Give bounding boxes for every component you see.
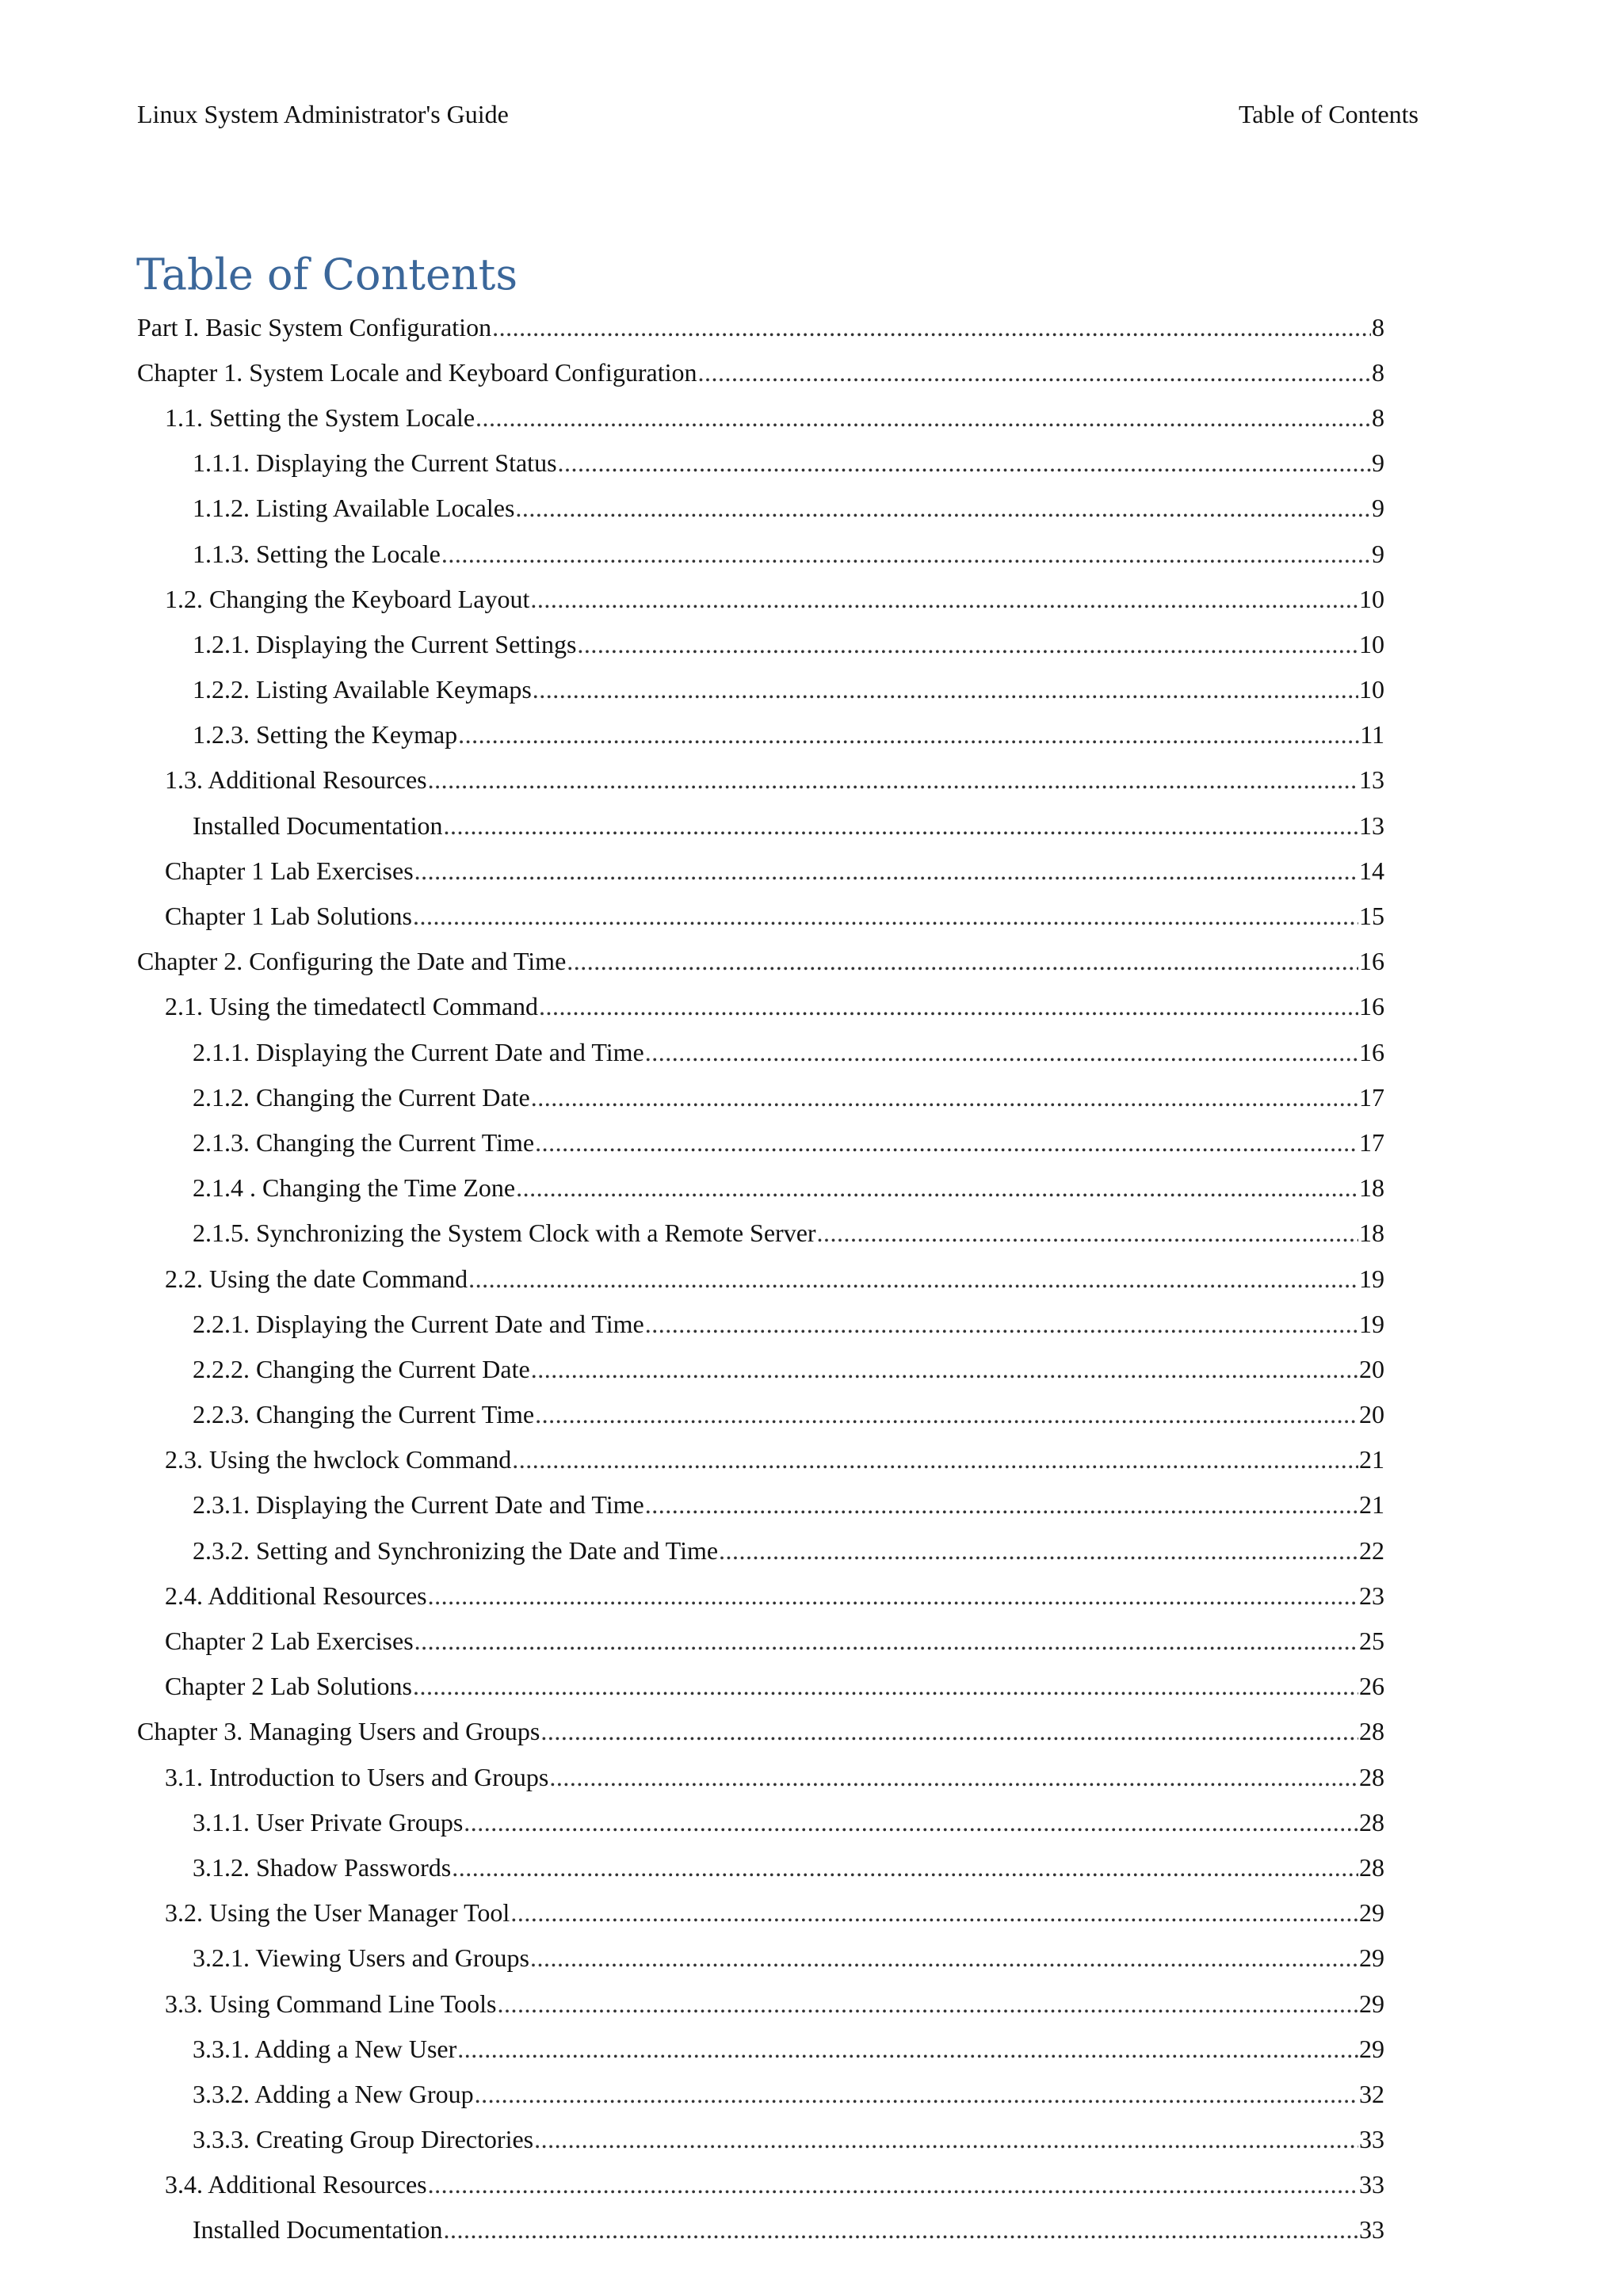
toc-dot-leader (475, 2078, 1358, 2110)
toc-entry[interactable] (0, 1709, 1518, 1754)
toc-entry-page-number: 16 (1359, 1037, 1384, 1066)
toc-dot-leader (414, 855, 1358, 887)
toc-entry-label: 2.1.2. Changing the Current Date (193, 1082, 530, 1112)
toc-entry-page-number: 29 (1359, 1943, 1384, 1973)
toc-dot-leader (413, 900, 1358, 932)
toc-entry-label: 3.4. Additional Resources (165, 2170, 427, 2199)
toc-entry-page-number: 11 (1360, 720, 1384, 749)
toc-entry-label: 3.2. Using the User Manager Tool (165, 1898, 510, 1928)
toc-entry[interactable] (0, 893, 1518, 938)
toc-entry-page-number: 22 (1359, 1535, 1384, 1565)
toc-entry-label: 2.1.1. Displaying the Current Date and Time (193, 1037, 644, 1066)
toc-dot-leader (558, 447, 1371, 479)
toc-entry-page-number: 9 (1372, 448, 1384, 478)
toc-entry[interactable] (0, 1527, 1518, 1573)
toc-dot-leader (697, 357, 1371, 388)
toc-entry[interactable] (0, 1119, 1518, 1165)
toc-entry-label: 3.1.1. User Private Groups (193, 1807, 464, 1836)
toc-entry[interactable] (0, 984, 1518, 1029)
toc-entry-page-number: 33 (1359, 2125, 1384, 2154)
toc-entry-label: 2.2.2. Changing the Current Date (193, 1354, 530, 1383)
toc-entry[interactable] (0, 803, 1518, 848)
toc-dot-leader (549, 1761, 1358, 1793)
toc-entry[interactable] (0, 1437, 1518, 1482)
toc-entry[interactable] (0, 621, 1518, 666)
toc-entry-label: 2.1.5. Synchronizing the System Clock with a Remote Server (193, 1219, 816, 1248)
toc-entry[interactable] (0, 939, 1518, 984)
toc-entry-label: 3.3.2. Adding a New Group (193, 2079, 474, 2108)
toc-dot-leader (645, 1036, 1358, 1068)
toc-entry-label: 1.1.3. Setting the Locale (193, 539, 441, 568)
toc-entry-page-number: 18 (1359, 1173, 1384, 1203)
toc-entry-label: 2.3. Using the hwclock Command (165, 1445, 512, 1474)
toc-entry[interactable] (0, 848, 1518, 893)
toc-entry-page-number: 26 (1359, 1672, 1384, 1701)
toc-entry-page-number: 13 (1359, 810, 1384, 840)
toc-dot-leader (492, 311, 1371, 343)
toc-entry-label: 2.2.3. Changing the Current Time (193, 1400, 535, 1429)
toc-dot-leader (535, 1127, 1358, 1158)
toc-entry[interactable] (0, 1664, 1518, 1709)
toc-entry-label: 2.3.2. Setting and Synchronizing the Date and Time (193, 1535, 719, 1565)
toc-entry-page-number: 29 (1359, 1989, 1384, 2018)
toc-entry[interactable] (0, 667, 1518, 712)
toc-entry-page-number: 19 (1359, 1309, 1384, 1338)
toc-entry-page-number: 8 (1372, 357, 1384, 387)
toc-entry[interactable] (0, 2026, 1518, 2071)
toc-entry-label: 2.1.3. Changing the Current Time (193, 1127, 535, 1157)
toc-entry-label: Chapter 2 Lab Exercises (165, 1627, 414, 1656)
toc-entry-label: Installed Documentation (193, 810, 443, 840)
toc-entry[interactable] (0, 576, 1518, 621)
toc-dot-leader (516, 1172, 1358, 1203)
toc-dot-leader (512, 1444, 1358, 1475)
toc-entry[interactable] (0, 1754, 1518, 1799)
toc-entry-label: 3.3.3. Creating Group Directories (193, 2125, 534, 2154)
toc-entry[interactable] (0, 1029, 1518, 1074)
toc-entry-page-number: 9 (1372, 494, 1384, 523)
toc-entry-label: 1.1.2. Listing Available Locales (193, 494, 515, 523)
toc-entry-page-number: 33 (1359, 2215, 1384, 2245)
toc-entry[interactable] (0, 1301, 1518, 1346)
toc-entry-page-number: 8 (1372, 402, 1384, 432)
toc-dot-leader (534, 2123, 1358, 2155)
toc-entry[interactable] (0, 1165, 1518, 1211)
toc-entry[interactable] (0, 2162, 1518, 2207)
toc-dot-leader (475, 402, 1371, 433)
toc-dot-leader (567, 945, 1358, 977)
toc-entry-page-number: 19 (1359, 1264, 1384, 1293)
toc-entry-label: Chapter 3. Managing Users and Groups (137, 1717, 540, 1746)
toc-entry[interactable] (0, 2207, 1518, 2252)
toc-dot-leader (443, 810, 1358, 841)
toc-entry[interactable] (0, 486, 1518, 531)
toc-entry-label: Installed Documentation (193, 2215, 443, 2245)
toc-entry-label: 1.2. Changing the Keyboard Layout (165, 584, 530, 613)
toc-entry[interactable] (0, 1482, 1518, 1527)
toc-entry-page-number: 16 (1359, 947, 1384, 976)
toc-entry-label: Part I. Basic System Configuration (137, 312, 492, 341)
toc-entry[interactable] (0, 1844, 1518, 1890)
toc-entry[interactable] (0, 304, 1518, 349)
toc-entry-label: 3.2.1. Viewing Users and Groups (193, 1943, 529, 1973)
toc-dot-leader (817, 1217, 1358, 1249)
toc-entry-page-number: 21 (1359, 1445, 1384, 1474)
toc-entry-label: 2.2. Using the date Command (165, 1264, 468, 1293)
toc-entry-page-number: 20 (1359, 1400, 1384, 1429)
toc-dot-leader (457, 2033, 1358, 2065)
toc-entry-page-number: 17 (1359, 1082, 1384, 1112)
toc-entry-label: 2.1.4 . Changing the Time Zone (193, 1173, 516, 1203)
toc-entry[interactable] (0, 1981, 1518, 2026)
toc-entry-page-number: 23 (1359, 1581, 1384, 1610)
toc-entry-label: 3.1.2. Shadow Passwords (193, 1852, 452, 1882)
toc-dot-leader (498, 1988, 1359, 2019)
toc-entry-page-number: 9 (1372, 539, 1384, 568)
toc-dot-leader (443, 2214, 1358, 2245)
toc-entry[interactable] (0, 1074, 1518, 1119)
toc-dot-leader (458, 719, 1359, 750)
toc-entry-label: Chapter 2 Lab Solutions (165, 1672, 412, 1701)
toc-entry-page-number: 28 (1359, 1807, 1384, 1836)
toc-entry[interactable] (0, 441, 1518, 486)
toc-entry[interactable] (0, 1799, 1518, 1844)
toc-dot-leader (539, 990, 1358, 1022)
toc-entry-label: 3.3.1. Adding a New User (193, 2034, 457, 2063)
toc-heading: Table of Contents (136, 250, 518, 299)
toc-dot-leader (515, 492, 1371, 524)
toc-entry-page-number: 10 (1359, 675, 1384, 704)
toc-dot-leader (530, 583, 1358, 615)
toc-entry[interactable] (0, 1346, 1518, 1391)
header-section-title: Table of Contents (1238, 100, 1419, 128)
toc-entry-label: 3.3. Using Command Line Tools (165, 1989, 497, 2018)
toc-entry-label: 1.3. Additional Resources (165, 765, 427, 795)
toc-entry-page-number: 10 (1359, 629, 1384, 658)
toc-entry[interactable] (0, 349, 1518, 395)
toc-entry-page-number: 28 (1359, 1762, 1384, 1791)
toc-entry-page-number: 28 (1359, 1717, 1384, 1746)
toc-entry[interactable] (0, 2071, 1518, 2116)
toc-entry-label: Chapter 1. System Locale and Keyboard Configuration (137, 357, 697, 387)
toc-dot-leader (452, 1852, 1358, 1883)
toc-entry-page-number: 15 (1359, 902, 1384, 931)
toc-dot-leader (468, 1263, 1358, 1295)
toc-dot-leader (535, 1398, 1358, 1430)
toc-dot-leader (530, 1942, 1358, 1974)
toc-entry-page-number: 32 (1359, 2079, 1384, 2108)
toc-entry-page-number: 8 (1372, 312, 1384, 341)
toc-dot-leader (413, 1670, 1358, 1702)
toc-entry-page-number: 14 (1359, 856, 1384, 885)
toc-entry[interactable] (0, 1618, 1518, 1663)
toc-entry[interactable] (0, 1936, 1518, 1981)
header-document-title: Linux System Administrator's Guide (137, 100, 509, 128)
toc-entry[interactable] (0, 1256, 1518, 1301)
toc-entry-page-number: 17 (1359, 1127, 1384, 1157)
toc-entry-label: 1.2.2. Listing Available Keymaps (193, 675, 532, 704)
toc-entry-label: Chapter 2. Configuring the Date and Time (137, 947, 567, 976)
toc-entry-page-number: 18 (1359, 1219, 1384, 1248)
toc-entry[interactable] (0, 1890, 1518, 1936)
toc-entry[interactable] (0, 2117, 1518, 2162)
toc-entry-page-number: 21 (1359, 1490, 1384, 1520)
toc-entry-label: Chapter 1 Lab Exercises (165, 856, 414, 885)
toc-dot-leader (531, 1081, 1358, 1113)
toc-entry-label: 2.1. Using the timedatectl Command (165, 992, 539, 1021)
toc-entry-label: 2.2.1. Displaying the Current Date and Time (193, 1309, 644, 1338)
toc-dot-leader (719, 1535, 1358, 1566)
toc-entry-label: 1.2.1. Displaying the Current Settings (193, 629, 577, 658)
toc-entry-label: 2.3.1. Displaying the Current Date and Time (193, 1490, 644, 1520)
toc-entry-label: Chapter 1 Lab Solutions (165, 902, 412, 931)
toc-entry-page-number: 29 (1359, 1898, 1384, 1928)
toc-entry-label: 1.2.3. Setting the Keymap (193, 720, 458, 749)
toc-entry[interactable] (0, 757, 1518, 803)
toc-entry[interactable] (0, 531, 1518, 576)
toc-dot-leader (441, 538, 1371, 570)
toc-entry[interactable] (0, 395, 1518, 440)
toc-entry-label: 1.1.1. Displaying the Current Status (193, 448, 557, 478)
toc-entry-label: 2.4. Additional Resources (165, 1581, 427, 1610)
toc-entry[interactable] (0, 1211, 1518, 1256)
toc-entry-page-number: 25 (1359, 1627, 1384, 1656)
toc-entry-page-number: 10 (1359, 584, 1384, 613)
toc-dot-leader (510, 1897, 1358, 1928)
toc-dot-leader (428, 1580, 1358, 1611)
toc-dot-leader (414, 1625, 1358, 1657)
toc-entry-page-number: 29 (1359, 2034, 1384, 2063)
toc-entry-page-number: 20 (1359, 1354, 1384, 1383)
toc-dot-leader (464, 1806, 1358, 1838)
toc-dot-leader (577, 628, 1358, 660)
toc-dot-leader (645, 1308, 1358, 1340)
toc-entry[interactable] (0, 1392, 1518, 1437)
toc-dot-leader (540, 1715, 1358, 1747)
toc-dot-leader (645, 1489, 1358, 1520)
toc-entry-page-number: 13 (1359, 765, 1384, 795)
toc-dot-leader (428, 2168, 1358, 2200)
toc-list (0, 304, 1623, 2252)
toc-entry-label: 3.1. Introduction to Users and Groups (165, 1762, 549, 1791)
toc-entry-page-number: 33 (1359, 2170, 1384, 2199)
toc-entry[interactable] (0, 1573, 1518, 1618)
toc-entry[interactable] (0, 712, 1518, 757)
toc-entry-label: 1.1. Setting the System Locale (165, 402, 475, 432)
toc-dot-leader (428, 764, 1358, 795)
page-header (137, 98, 1419, 130)
toc-dot-leader (531, 1353, 1358, 1385)
toc-dot-leader (533, 673, 1358, 705)
toc-entry-page-number: 28 (1359, 1852, 1384, 1882)
toc-entry-page-number: 16 (1359, 992, 1384, 1021)
